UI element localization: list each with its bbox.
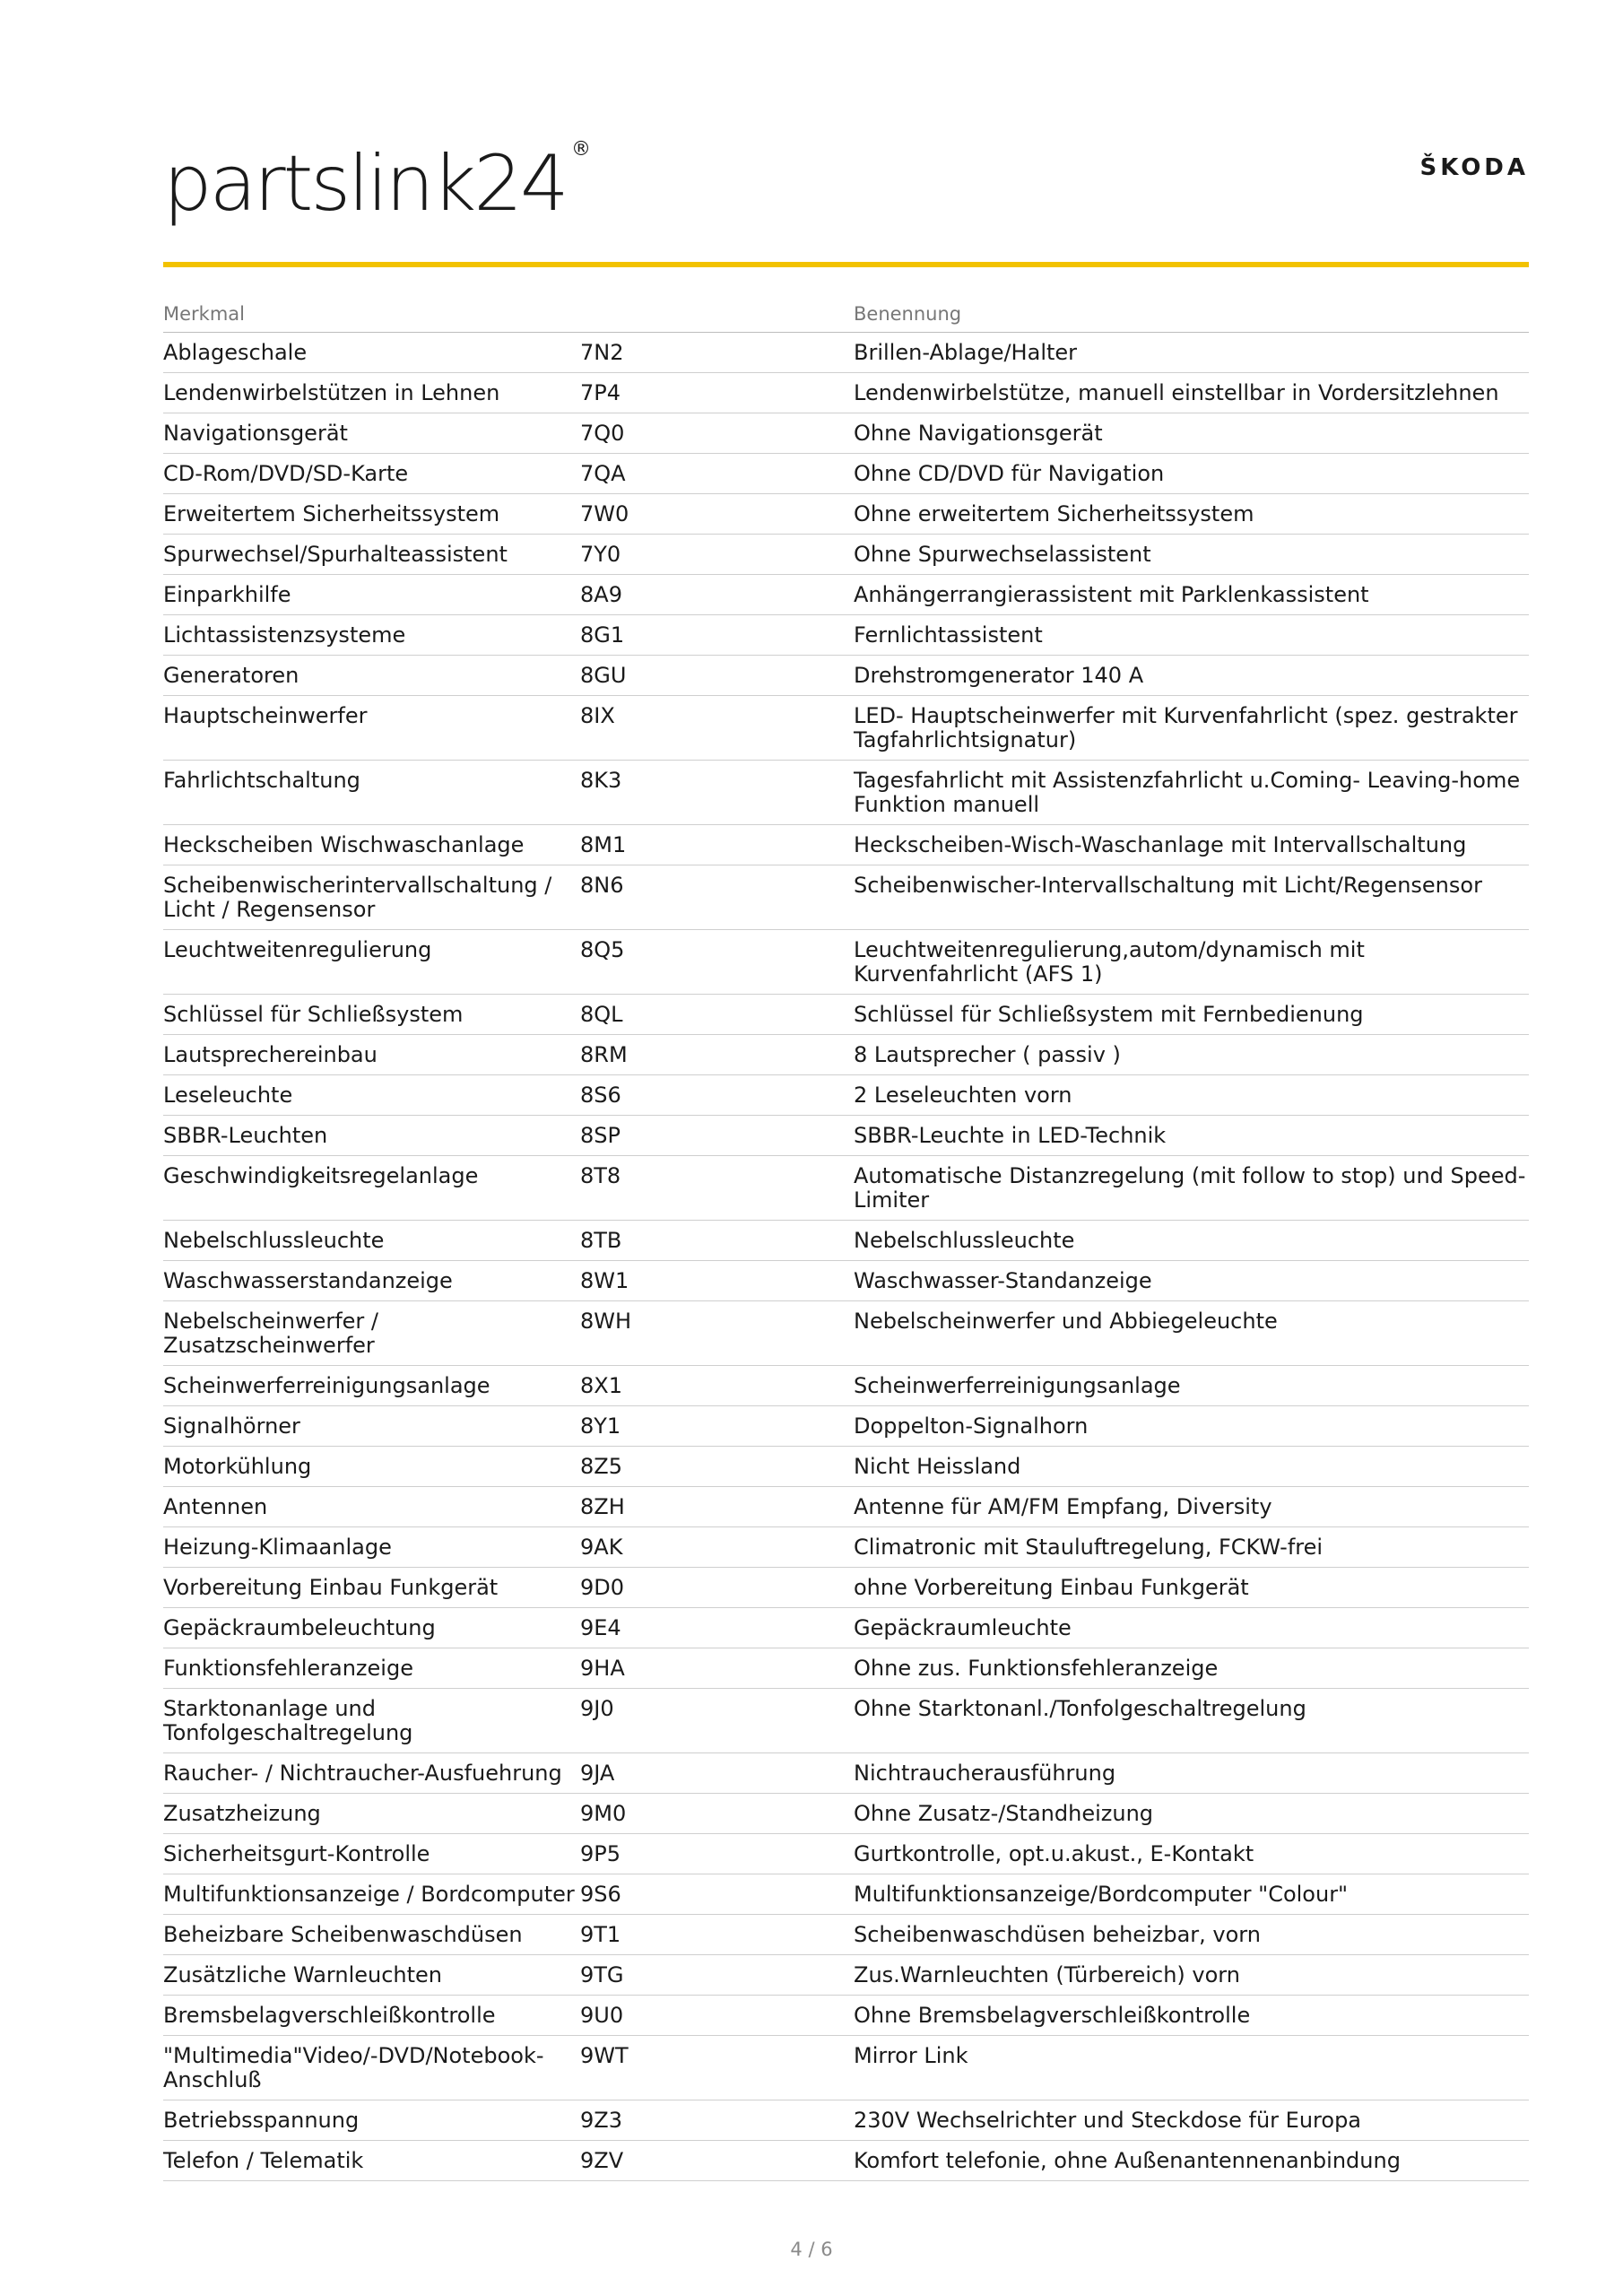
cell-merkmal: Nebelschlussleuchte	[163, 1221, 580, 1261]
column-header-merkmal: Merkmal	[163, 301, 580, 333]
cell-benennung: Lendenwirbelstütze, manuell einstellbar in Vordersitzlehnen	[854, 373, 1529, 413]
table-row	[163, 1261, 1529, 1301]
table-row	[163, 995, 1529, 1035]
cell-merkmal: Spurwechsel/Spurhalteassistent	[163, 535, 580, 575]
cell-benennung: 230V Wechselrichter und Steckdose für Europa	[854, 2100, 1529, 2141]
cell-merkmal: Scheibenwischerintervallschaltung / Licht / Regensensor	[163, 865, 580, 930]
cell-merkmal: Motorkühlung	[163, 1447, 580, 1487]
cell-benennung: Fernlichtassistent	[854, 615, 1529, 656]
cell-merkmal: Funktionsfehleranzeige	[163, 1648, 580, 1689]
cell-merkmal: Ablageschale	[163, 333, 580, 373]
cell-merkmal: CD-Rom/DVD/SD-Karte	[163, 454, 580, 494]
table-row	[163, 761, 1529, 825]
cell-merkmal: Betriebsspannung	[163, 2100, 580, 2141]
table-row	[163, 825, 1529, 865]
cell-benennung: SBBR-Leuchte in LED-Technik	[854, 1116, 1529, 1156]
table-row	[163, 1794, 1529, 1834]
cell-benennung: Heckscheiben-Wisch-Waschanlage mit Intervallschaltung	[854, 825, 1529, 865]
cell-merkmal: Zusatzheizung	[163, 1794, 580, 1834]
cell-benennung: Climatronic mit Stauluftregelung, FCKW-frei	[854, 1527, 1529, 1568]
table-row	[163, 454, 1529, 494]
cell-benennung: Gurtkontrolle, opt.u.akust., E-Kontakt	[854, 1834, 1529, 1874]
cell-code: 8N6	[580, 865, 854, 930]
table-row	[163, 373, 1529, 413]
cell-code: 9D0	[580, 1568, 854, 1608]
cell-merkmal: Multifunktionsanzeige / Bordcomputer	[163, 1874, 580, 1915]
cell-merkmal: Vorbereitung Einbau Funkgerät	[163, 1568, 580, 1608]
cell-benennung: Nebelschlussleuchte	[854, 1221, 1529, 1261]
cell-benennung: Ohne Zusatz-/Standheizung	[854, 1794, 1529, 1834]
cell-benennung: Scheibenwischer-Intervallschaltung mit Licht/Regensensor	[854, 865, 1529, 930]
cell-merkmal: Starktonanlage und Tonfolgeschaltregelung	[163, 1689, 580, 1753]
cell-benennung: Leuchtweitenregulierung,autom/dynamisch mit Kurvenfahrlicht (AFS 1)	[854, 930, 1529, 995]
cell-code: 9Z3	[580, 2100, 854, 2141]
cell-code: 7QA	[580, 454, 854, 494]
cell-benennung: Ohne Spurwechselassistent	[854, 535, 1529, 575]
cell-merkmal: Antennen	[163, 1487, 580, 1527]
cell-benennung: Multifunktionsanzeige/Bordcomputer "Colour"	[854, 1874, 1529, 1915]
cell-code: 9E4	[580, 1608, 854, 1648]
table-row	[163, 1156, 1529, 1221]
cell-benennung: Komfort telefonie, ohne Außenantennenanbindung	[854, 2141, 1529, 2181]
cell-merkmal: Erweitertem Sicherheitssystem	[163, 494, 580, 535]
cell-merkmal: SBBR-Leuchten	[163, 1116, 580, 1156]
cell-benennung: ohne Vorbereitung Einbau Funkgerät	[854, 1568, 1529, 1608]
cell-code: 9S6	[580, 1874, 854, 1915]
page-header	[163, 135, 1529, 233]
table-row	[163, 1301, 1529, 1366]
cell-code: 9U0	[580, 1996, 854, 2036]
cell-code: 9ZV	[580, 2141, 854, 2181]
table-row	[163, 1221, 1529, 1261]
cell-code: 9WT	[580, 2036, 854, 2100]
cell-code: 9J0	[580, 1689, 854, 1753]
table-row	[163, 1366, 1529, 1406]
cell-merkmal: Lendenwirbelstützen in Lehnen	[163, 373, 580, 413]
cell-merkmal: Scheinwerferreinigungsanlage	[163, 1366, 580, 1406]
cell-merkmal: Waschwasserstandanzeige	[163, 1261, 580, 1301]
cell-merkmal: Heckscheiben Wischwaschanlage	[163, 825, 580, 865]
cell-merkmal: Geschwindigkeitsregelanlage	[163, 1156, 580, 1221]
table-row	[163, 333, 1529, 373]
cell-code: 8S6	[580, 1075, 854, 1116]
cell-merkmal: Lichtassistenzsysteme	[163, 615, 580, 656]
table-row	[163, 1487, 1529, 1527]
cell-code: 8M1	[580, 825, 854, 865]
cell-merkmal: Schlüssel für Schließsystem	[163, 995, 580, 1035]
cell-benennung: Drehstromgenerator 140 A	[854, 656, 1529, 696]
cell-code: 8Q5	[580, 930, 854, 995]
cell-code: 9M0	[580, 1794, 854, 1834]
cell-benennung: Zus.Warnleuchten (Türbereich) vorn	[854, 1955, 1529, 1996]
table-row	[163, 656, 1529, 696]
table-row	[163, 575, 1529, 615]
table-row	[163, 2100, 1529, 2141]
cell-benennung: Antenne für AM/FM Empfang, Diversity	[854, 1487, 1529, 1527]
cell-benennung: Automatische Distanzregelung (mit follow to stop) und Speed-Limiter	[854, 1156, 1529, 1221]
cell-benennung: Ohne Starktonanl./Tonfolgeschaltregelung	[854, 1689, 1529, 1753]
page-number: 4 / 6	[790, 2239, 833, 2260]
table-row	[163, 865, 1529, 930]
cell-merkmal: Nebelscheinwerfer / Zusatzscheinwerfer	[163, 1301, 580, 1366]
cell-merkmal: Sicherheitsgurt-Kontrolle	[163, 1834, 580, 1874]
cell-code: 8ZH	[580, 1487, 854, 1527]
cell-code: 8X1	[580, 1366, 854, 1406]
table-row	[163, 535, 1529, 575]
cell-code: 8A9	[580, 575, 854, 615]
table-row	[163, 1075, 1529, 1116]
table-row	[163, 1648, 1529, 1689]
table-row	[163, 930, 1529, 995]
cell-code: 9JA	[580, 1753, 854, 1794]
table-row	[163, 696, 1529, 761]
column-header-benennung: Benennung	[854, 301, 1529, 333]
cell-code: 9HA	[580, 1648, 854, 1689]
cell-code: 8TB	[580, 1221, 854, 1261]
cell-merkmal: Beheizbare Scheibenwaschdüsen	[163, 1915, 580, 1955]
cell-benennung: Ohne Bremsbelagverschleißkontrolle	[854, 1996, 1529, 2036]
cell-benennung: Doppelton-Signalhorn	[854, 1406, 1529, 1447]
cell-merkmal: Signalhörner	[163, 1406, 580, 1447]
table-row	[163, 1447, 1529, 1487]
table-row	[163, 1915, 1529, 1955]
cell-code: 8QL	[580, 995, 854, 1035]
cell-merkmal: Navigationsgerät	[163, 413, 580, 454]
table-row	[163, 494, 1529, 535]
cell-merkmal: Leseleuchte	[163, 1075, 580, 1116]
cell-code: 8K3	[580, 761, 854, 825]
table-row	[163, 1406, 1529, 1447]
cell-benennung: 2 Leseleuchten vorn	[854, 1075, 1529, 1116]
cell-code: 8WH	[580, 1301, 854, 1366]
cell-benennung: Ohne zus. Funktionsfehleranzeige	[854, 1648, 1529, 1689]
cell-merkmal: Raucher- / Nichtraucher-Ausfuehrung	[163, 1753, 580, 1794]
logo-text: partslink24	[163, 139, 567, 229]
cell-benennung: Ohne erweitertem Sicherheitssystem	[854, 494, 1529, 535]
table-row	[163, 1116, 1529, 1156]
cell-merkmal: Fahrlichtschaltung	[163, 761, 580, 825]
cell-benennung: LED- Hauptscheinwerfer mit Kurvenfahrlicht (spez. gestrakter Tagfahrlichtsignatur)	[854, 696, 1529, 761]
table-row	[163, 1608, 1529, 1648]
cell-code: 9AK	[580, 1527, 854, 1568]
cell-benennung: 8 Lautsprecher ( passiv )	[854, 1035, 1529, 1075]
cell-code: 8W1	[580, 1261, 854, 1301]
table-row	[163, 2141, 1529, 2181]
cell-benennung: Scheibenwaschdüsen beheizbar, vorn	[854, 1915, 1529, 1955]
cell-code: 8GU	[580, 656, 854, 696]
cell-merkmal: "Multimedia"Video/-DVD/Notebook-Anschluß	[163, 2036, 580, 2100]
cell-benennung: Ohne CD/DVD für Navigation	[854, 454, 1529, 494]
cell-merkmal: Gepäckraumbeleuchtung	[163, 1608, 580, 1648]
table-row	[163, 1834, 1529, 1874]
cell-merkmal: Heizung-Klimaanlage	[163, 1527, 580, 1568]
feature-table	[163, 301, 1529, 2181]
cell-benennung: Anhängerrangierassistent mit Parklenkassistent	[854, 575, 1529, 615]
table-body	[163, 333, 1529, 2181]
cell-merkmal: Zusätzliche Warnleuchten	[163, 1955, 580, 1996]
cell-code: 7P4	[580, 373, 854, 413]
cell-benennung: Scheinwerferreinigungsanlage	[854, 1366, 1529, 1406]
header-divider	[163, 262, 1529, 267]
cell-benennung: Mirror Link	[854, 2036, 1529, 2100]
cell-code: 8Z5	[580, 1447, 854, 1487]
cell-code: 7Q0	[580, 413, 854, 454]
cell-code: 8T8	[580, 1156, 854, 1221]
table-row	[163, 1996, 1529, 2036]
cell-benennung: Ohne Navigationsgerät	[854, 413, 1529, 454]
table-header-row	[163, 301, 1529, 333]
cell-code: 8RM	[580, 1035, 854, 1075]
cell-merkmal: Generatoren	[163, 656, 580, 696]
cell-merkmal: Leuchtweitenregulierung	[163, 930, 580, 995]
cell-code: 9T1	[580, 1915, 854, 1955]
cell-benennung: Nicht Heissland	[854, 1447, 1529, 1487]
cell-code: 8SP	[580, 1116, 854, 1156]
table-row	[163, 1527, 1529, 1568]
cell-code: 9P5	[580, 1834, 854, 1874]
cell-code: 7W0	[580, 494, 854, 535]
cell-benennung: Gepäckraumleuchte	[854, 1608, 1529, 1648]
cell-merkmal: Lautsprechereinbau	[163, 1035, 580, 1075]
cell-merkmal: Bremsbelagverschleißkontrolle	[163, 1996, 580, 2036]
cell-merkmal: Telefon / Telematik	[163, 2141, 580, 2181]
table-row	[163, 1568, 1529, 1608]
cell-code: 7N2	[580, 333, 854, 373]
table-row	[163, 2036, 1529, 2100]
table-row	[163, 413, 1529, 454]
cell-code: 9TG	[580, 1955, 854, 1996]
cell-code: 8G1	[580, 615, 854, 656]
column-header-code	[580, 301, 854, 333]
cell-code: 8Y1	[580, 1406, 854, 1447]
cell-benennung: Schlüssel für Schließsystem mit Fernbedienung	[854, 995, 1529, 1035]
cell-benennung: Brillen-Ablage/Halter	[854, 333, 1529, 373]
cell-benennung: Nebelscheinwerfer und Abbiegeleuchte	[854, 1301, 1529, 1366]
table-row	[163, 1753, 1529, 1794]
table-row	[163, 1874, 1529, 1915]
table-row	[163, 1689, 1529, 1753]
cell-benennung: Waschwasser-Standanzeige	[854, 1261, 1529, 1301]
cell-benennung: Tagesfahrlicht mit Assistenzfahrlicht u.Coming- Leaving-home Funktion manuell	[854, 761, 1529, 825]
registered-mark: ®	[571, 138, 591, 161]
brand-logo: ŠKODA	[1419, 154, 1529, 181]
cell-code: 7Y0	[580, 535, 854, 575]
cell-code: 8IX	[580, 696, 854, 761]
table-row	[163, 1035, 1529, 1075]
cell-benennung: Nichtraucherausführung	[854, 1753, 1529, 1794]
table-row	[163, 615, 1529, 656]
table-row	[163, 1955, 1529, 1996]
cell-merkmal: Einparkhilfe	[163, 575, 580, 615]
cell-merkmal: Hauptscheinwerfer	[163, 696, 580, 761]
